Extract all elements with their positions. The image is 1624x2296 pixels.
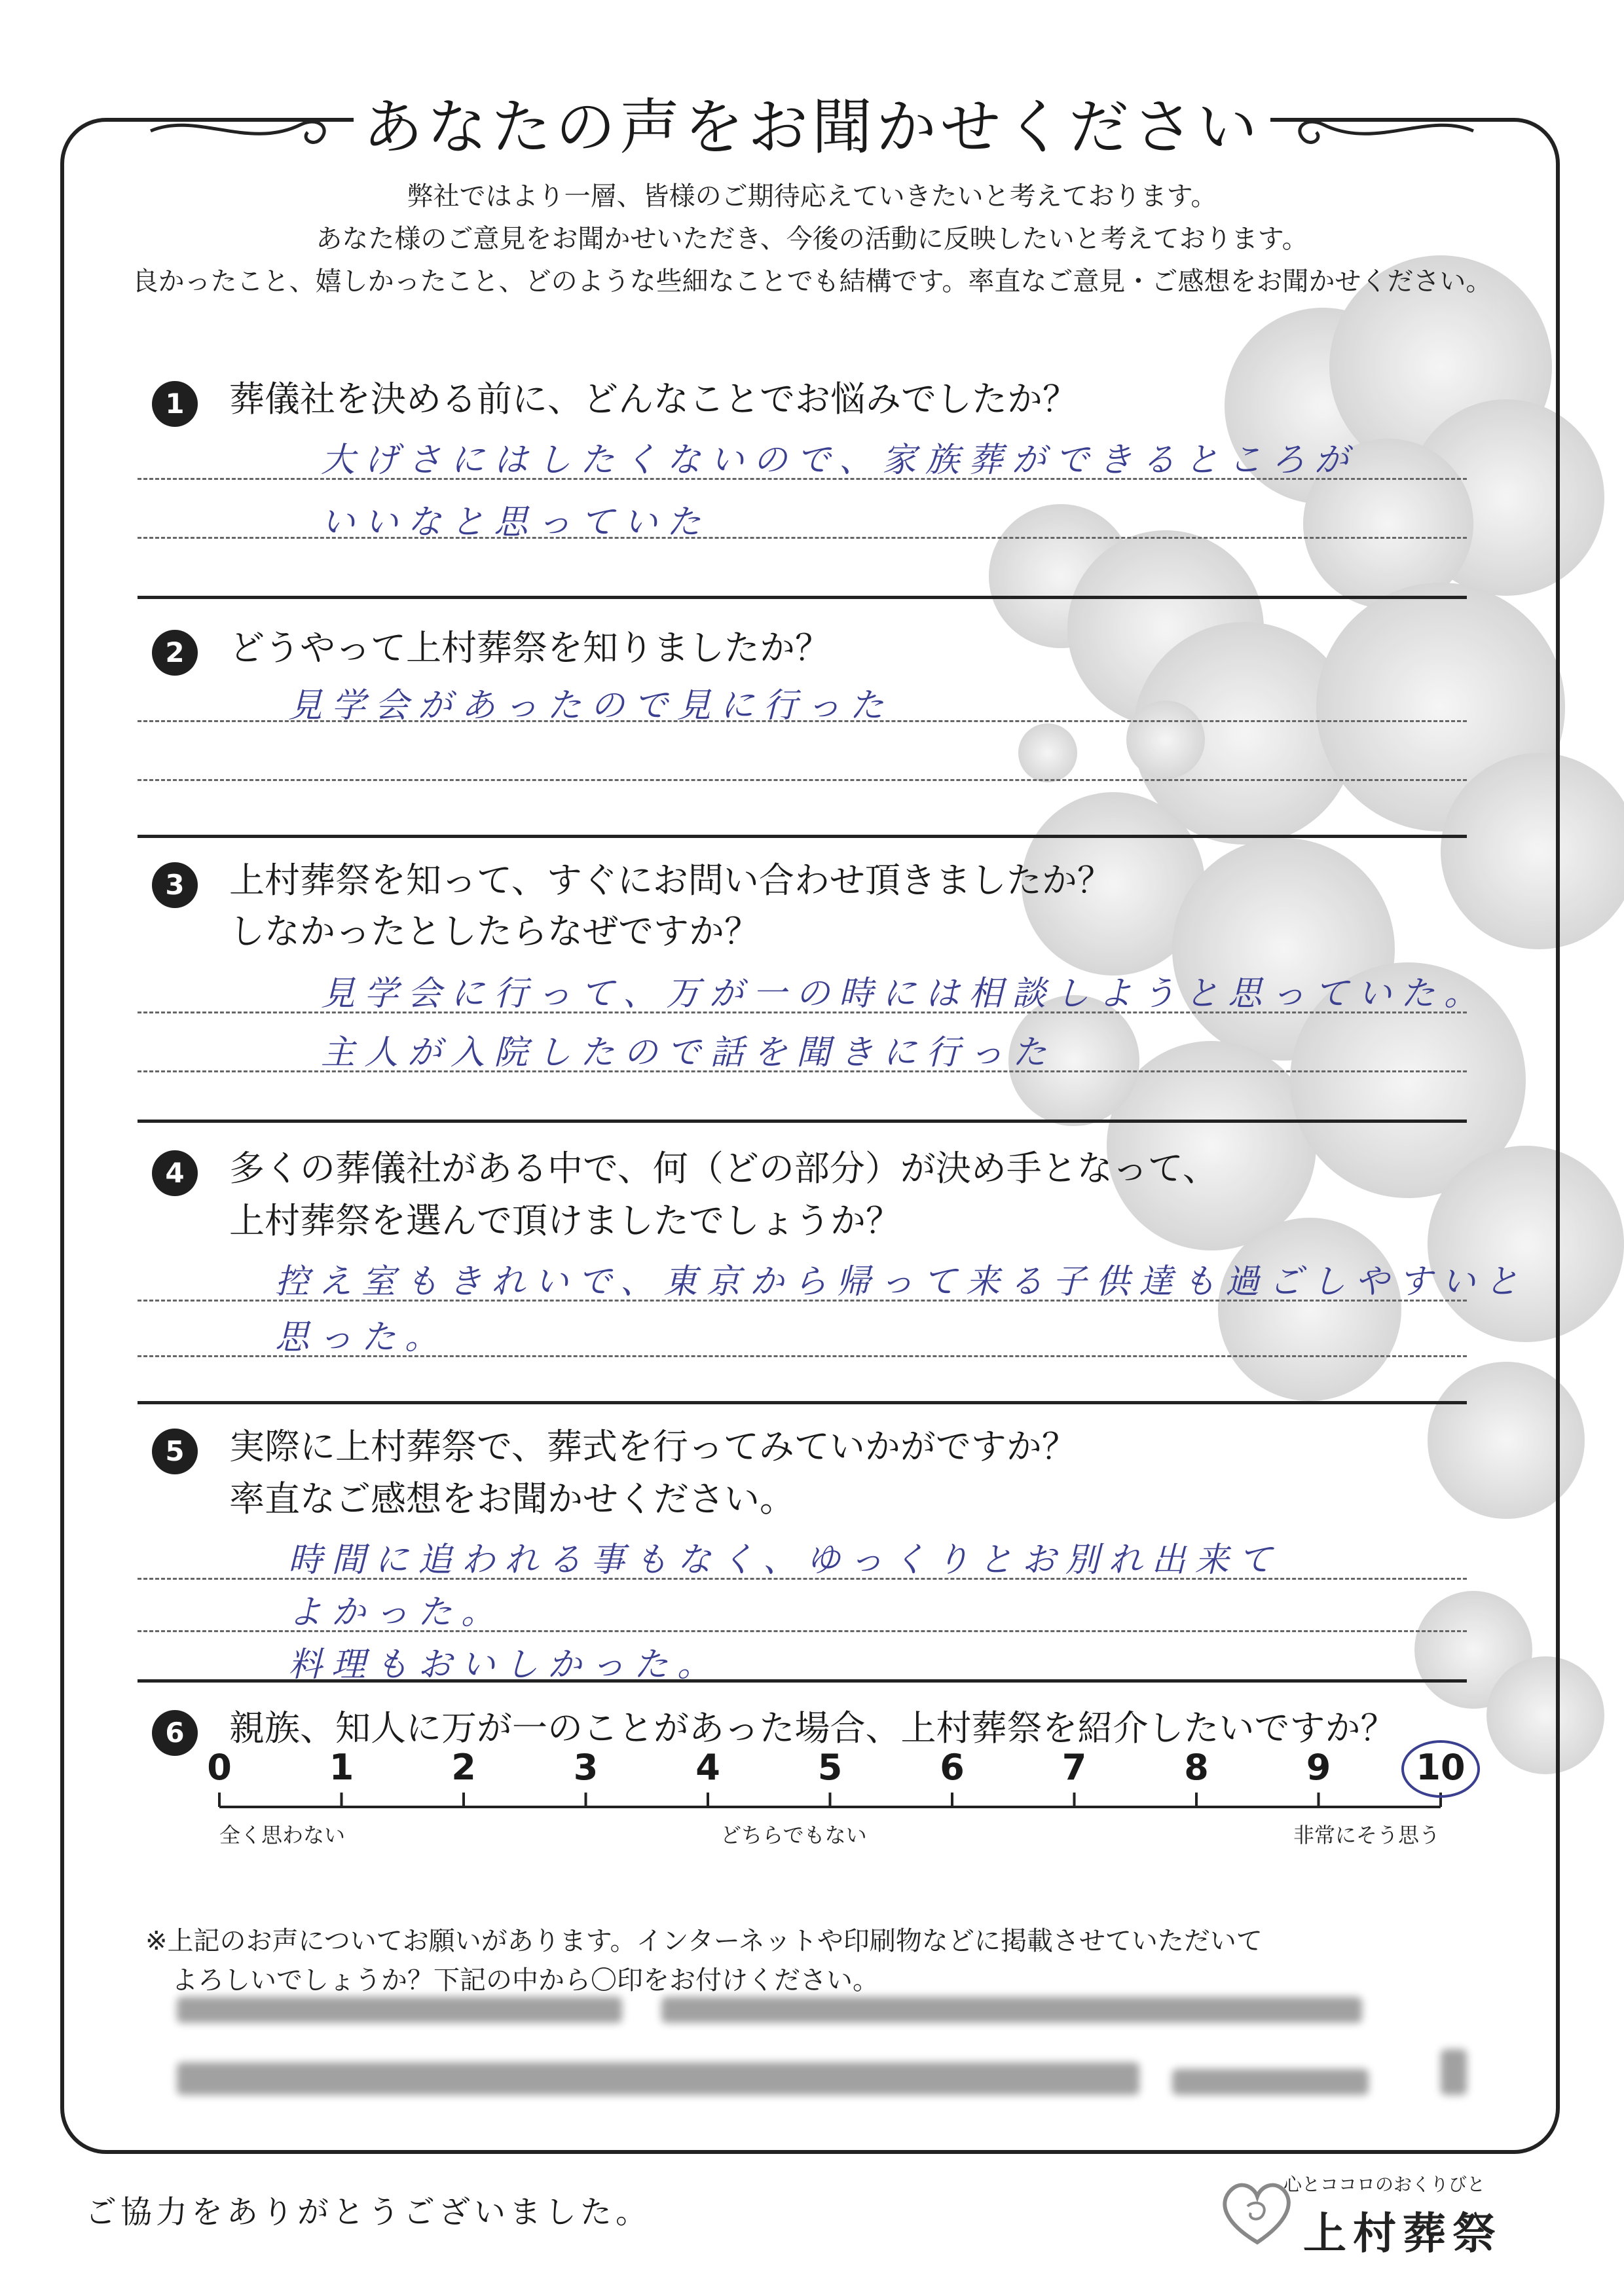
- handwritten-answer: 時間に追われる事もなく、ゆっくりとお別れ出来て: [288, 1540, 1282, 1580]
- answer-line: [138, 720, 1467, 722]
- answer-line: [138, 537, 1467, 539]
- question-text: しなかったとしたらなぜですか？: [229, 911, 760, 952]
- redacted-option: [1172, 2069, 1369, 2095]
- scale-number: 9: [1306, 1747, 1331, 1788]
- answer-line: [138, 1070, 1467, 1072]
- page-title: あなたの声をお聞かせください: [354, 79, 1270, 177]
- brand-name: 上村葬祭: [1303, 2208, 1502, 2259]
- section-divider: [138, 596, 1467, 599]
- intro-line: あなた様のご意見をお聞かせいただき、今後の活動に反映したいと考えております。: [316, 224, 1308, 254]
- section-divider: [138, 1401, 1467, 1404]
- question-number-badge: 1: [152, 381, 198, 427]
- scale-caption-left: 全く思わない: [219, 1823, 346, 1848]
- scale-number: 7: [1061, 1747, 1087, 1788]
- scale-number: 6: [940, 1747, 965, 1788]
- question-text: 親族、知人に万が一のことがあった場合、上村葬祭を紹介したいですか？: [229, 1707, 1396, 1749]
- left-flourish-icon: [144, 105, 341, 157]
- question-number-badge: 5: [152, 1429, 198, 1474]
- question-text: 上村葬祭を選んで頂けましたでしょうか？: [229, 1200, 901, 1241]
- scale-caption-center: どちらでもない: [720, 1823, 867, 1848]
- question-text: 率直なご感想をお聞かせください。: [229, 1478, 795, 1520]
- note-line: よろしいでしょうか？下記の中から〇印をお付けください。: [172, 1965, 879, 1995]
- answer-line: [138, 1011, 1467, 1013]
- title-bar: [0, 79, 1624, 177]
- scale-caption-right: 非常にそう思う: [1293, 1823, 1441, 1848]
- redacted-option: [661, 1997, 1362, 2023]
- answer-line: [138, 478, 1467, 480]
- brand-tagline: 心とココロのおくりびと: [1283, 2174, 1486, 2195]
- redacted-option: [177, 2062, 1139, 2095]
- intro-line: 良かったこと、嬉しかったこと、どのような些細なことでも結構です。率直なご意見・ご感想をお聞かせください。: [132, 266, 1492, 297]
- redacted-option: [177, 1997, 622, 2023]
- scale-number: 3: [573, 1747, 599, 1788]
- thank-you-message: ご協力をありがとうございました。: [85, 2194, 652, 2231]
- right-flourish-icon: [1283, 105, 1480, 157]
- question-number-badge: 2: [152, 630, 198, 676]
- handwritten-answer: 控え室もきれいで、東京から帰って来る子供達も過ごしやすいと: [275, 1262, 1528, 1302]
- handwritten-answer: 思った。: [275, 1318, 449, 1357]
- handwritten-answer: 見学会があったので見に行った: [288, 686, 893, 725]
- handwritten-answer: 大げさにはしたくないので、家族葬ができるところが: [321, 441, 1357, 480]
- scale-number: 4: [695, 1747, 720, 1788]
- question-number-badge: 6: [152, 1710, 198, 1756]
- question-number-badge: 3: [152, 862, 198, 908]
- scale-number: 8: [1184, 1747, 1209, 1788]
- scale-number: 0: [207, 1747, 232, 1788]
- answer-line: [138, 1578, 1467, 1580]
- publication-consent-note: [145, 1922, 1263, 2000]
- answer-line: [138, 779, 1467, 781]
- answer-line: [138, 1300, 1467, 1302]
- section-divider: [138, 1120, 1467, 1123]
- section-divider: [138, 835, 1467, 838]
- answer-line: [138, 1630, 1467, 1632]
- answer-line: [138, 1355, 1467, 1357]
- handwritten-answer: 見学会に行って、万が一の時には相談しようと思っていた。: [321, 974, 1487, 1013]
- scale-number: 5: [817, 1747, 843, 1788]
- scale-number: 10: [1416, 1747, 1466, 1788]
- handwritten-answer: 料理もおいしかった。: [288, 1645, 721, 1685]
- intro-text: [98, 175, 1526, 303]
- scale-number: 1: [329, 1747, 354, 1788]
- note-line: ※上記のお声についてお願いがあります。インターネットや印刷物などに掲載させていただいて: [145, 1926, 1263, 1956]
- scale-number: 2: [451, 1747, 476, 1788]
- question-text: どうやって上村葬祭を知りましたか？: [229, 627, 830, 668]
- section-divider: [138, 1679, 1467, 1683]
- question-number-badge: 4: [152, 1150, 198, 1196]
- question-text: 多くの葬儀社がある中で、何（どの部分）が決め手となって、: [229, 1148, 1218, 1189]
- handwritten-answer: いいなと思っていた: [321, 503, 710, 542]
- redacted-option: [1441, 2049, 1467, 2095]
- intro-line: 弊社ではより一層、皆様のご期待応えていきたいと考えております。: [407, 181, 1217, 211]
- handwritten-answer: よかった。: [288, 1593, 505, 1632]
- question-text: 葬儀社を決める前に、どんなことでお悩みでしたか？: [229, 378, 1078, 420]
- handwritten-answer: 主人が入院したので話を聞きに行った: [321, 1033, 1056, 1072]
- question-text: 実際に上村葬祭で、葬式を行ってみていかがですか？: [229, 1426, 1077, 1467]
- question-text: 上村葬祭を知って、すぐにお問い合わせ頂きましたか？: [229, 860, 1113, 901]
